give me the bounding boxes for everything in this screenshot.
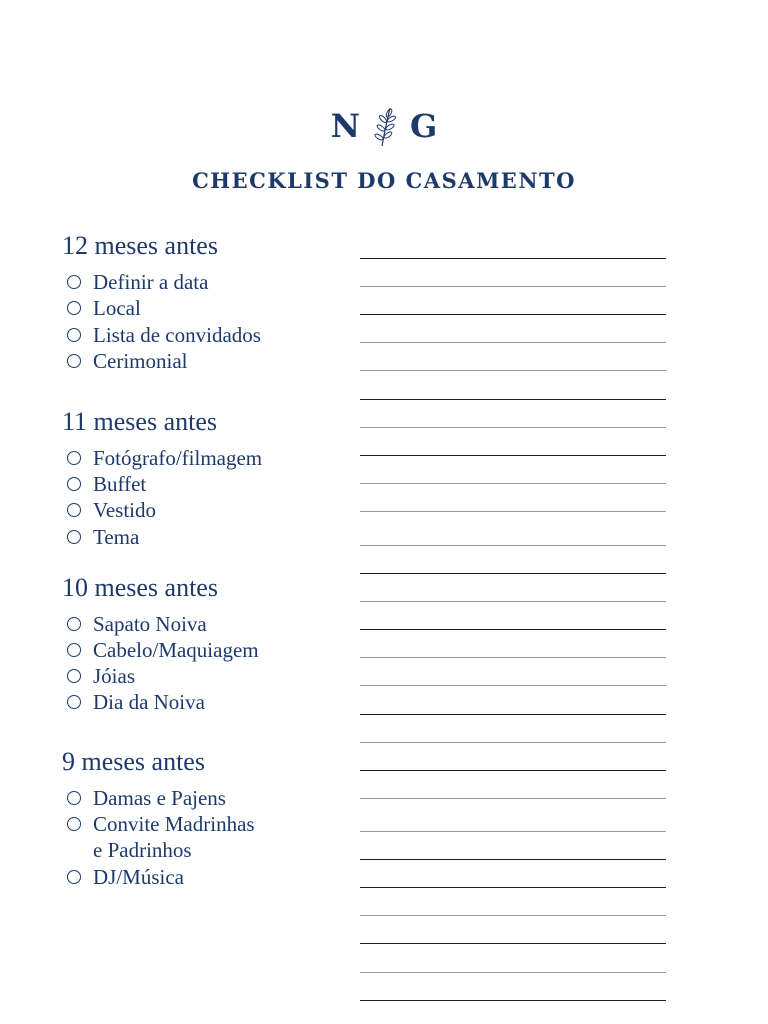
checkbox-circle-icon[interactable]	[67, 503, 81, 517]
checkbox-circle-icon[interactable]	[67, 451, 81, 465]
note-line[interactable]	[360, 258, 666, 259]
checkbox-circle-icon[interactable]	[67, 870, 81, 884]
note-line[interactable]	[360, 972, 666, 973]
checklist-item[interactable]	[67, 348, 187, 374]
monogram-left: N	[330, 107, 360, 145]
checkbox-circle-icon[interactable]	[67, 354, 81, 368]
checklist-item-label: Fotógrafo/filmagem	[93, 446, 263, 470]
checklist-item-label: Buffet	[93, 472, 147, 496]
checklist-item[interactable]	[67, 637, 259, 663]
checklist-item-label: Cabelo/Maquiagem	[93, 638, 259, 662]
note-line[interactable]	[360, 887, 666, 888]
checklist-item[interactable]	[67, 269, 208, 295]
checklist-item-label: Tema	[93, 525, 140, 549]
monogram-right: G	[409, 107, 438, 145]
note-line[interactable]	[360, 943, 666, 944]
note-line[interactable]	[360, 915, 666, 916]
section-heading-9: 9 meses antes	[62, 747, 205, 776]
note-line[interactable]	[360, 573, 666, 574]
checkbox-circle-icon[interactable]	[67, 530, 81, 544]
checklist-item-label: DJ/Música	[93, 865, 184, 889]
checklist-item-label: Dia da Noiva	[93, 690, 205, 714]
checkbox-circle-icon[interactable]	[67, 669, 81, 683]
note-line[interactable]	[360, 770, 666, 771]
note-line[interactable]	[360, 798, 666, 799]
note-line[interactable]	[360, 370, 666, 371]
note-line[interactable]	[360, 427, 666, 428]
checklist-item-label: Definir a data	[93, 270, 209, 294]
checklist-item-label: Sapato Noiva	[93, 612, 207, 636]
section-heading-11: 11 meses antes	[62, 407, 217, 436]
note-line[interactable]	[360, 399, 666, 400]
note-line[interactable]	[360, 742, 666, 743]
note-line[interactable]	[360, 1000, 666, 1001]
section-heading-12: 12 meses antes	[62, 231, 218, 260]
checkbox-circle-icon[interactable]	[67, 328, 81, 342]
checklist-item-label: Local	[93, 296, 141, 320]
checkbox-circle-icon[interactable]	[67, 695, 81, 709]
checkbox-circle-icon[interactable]	[67, 617, 81, 631]
checklist-item[interactable]	[67, 864, 184, 890]
checklist-item-label: Lista de convidados	[93, 323, 261, 347]
checklist-item-label: Damas e Pajens	[93, 786, 226, 810]
checkbox-circle-icon[interactable]	[67, 643, 81, 657]
checklist-item[interactable]	[67, 445, 262, 471]
section-heading-10: 10 meses antes	[62, 573, 218, 602]
note-line[interactable]	[360, 455, 666, 456]
checklist-item[interactable]	[67, 663, 135, 689]
checklist-item-label: Jóias	[93, 664, 135, 688]
note-line[interactable]	[360, 511, 666, 512]
page-title: CHECKLIST DO CASAMENTO	[192, 168, 576, 193]
note-line[interactable]	[360, 286, 666, 287]
checklist-item[interactable]	[67, 811, 255, 863]
note-line[interactable]	[360, 629, 666, 630]
note-line[interactable]	[360, 831, 666, 832]
checklist-item[interactable]	[67, 785, 226, 811]
note-line[interactable]	[360, 714, 666, 715]
note-line[interactable]	[360, 685, 666, 686]
checklist-item-label: Cerimonial	[93, 349, 188, 373]
checkbox-circle-icon[interactable]	[67, 275, 81, 289]
note-line[interactable]	[360, 859, 666, 860]
note-line[interactable]	[360, 657, 666, 658]
checklist-item[interactable]	[67, 611, 207, 637]
checklist-item[interactable]	[67, 322, 261, 348]
checkbox-circle-icon[interactable]	[67, 477, 81, 491]
note-line[interactable]	[360, 545, 666, 546]
note-line[interactable]	[360, 342, 666, 343]
checkbox-circle-icon[interactable]	[67, 817, 81, 831]
olive-branch-icon	[370, 104, 400, 148]
checklist-item[interactable]	[67, 295, 141, 321]
note-line[interactable]	[360, 314, 666, 315]
checkbox-circle-icon[interactable]	[67, 301, 81, 315]
checklist-item[interactable]	[67, 497, 156, 523]
monogram	[0, 104, 768, 148]
checklist-item-label: Convite Madrinhas e Padrinhos	[93, 812, 255, 862]
checklist-item-label: Vestido	[93, 498, 156, 522]
checklist-item[interactable]	[67, 524, 139, 550]
checkbox-circle-icon[interactable]	[67, 791, 81, 805]
checklist-item[interactable]	[67, 471, 146, 497]
note-line[interactable]	[360, 483, 666, 484]
checklist-item[interactable]	[67, 689, 205, 715]
note-line[interactable]	[360, 601, 666, 602]
